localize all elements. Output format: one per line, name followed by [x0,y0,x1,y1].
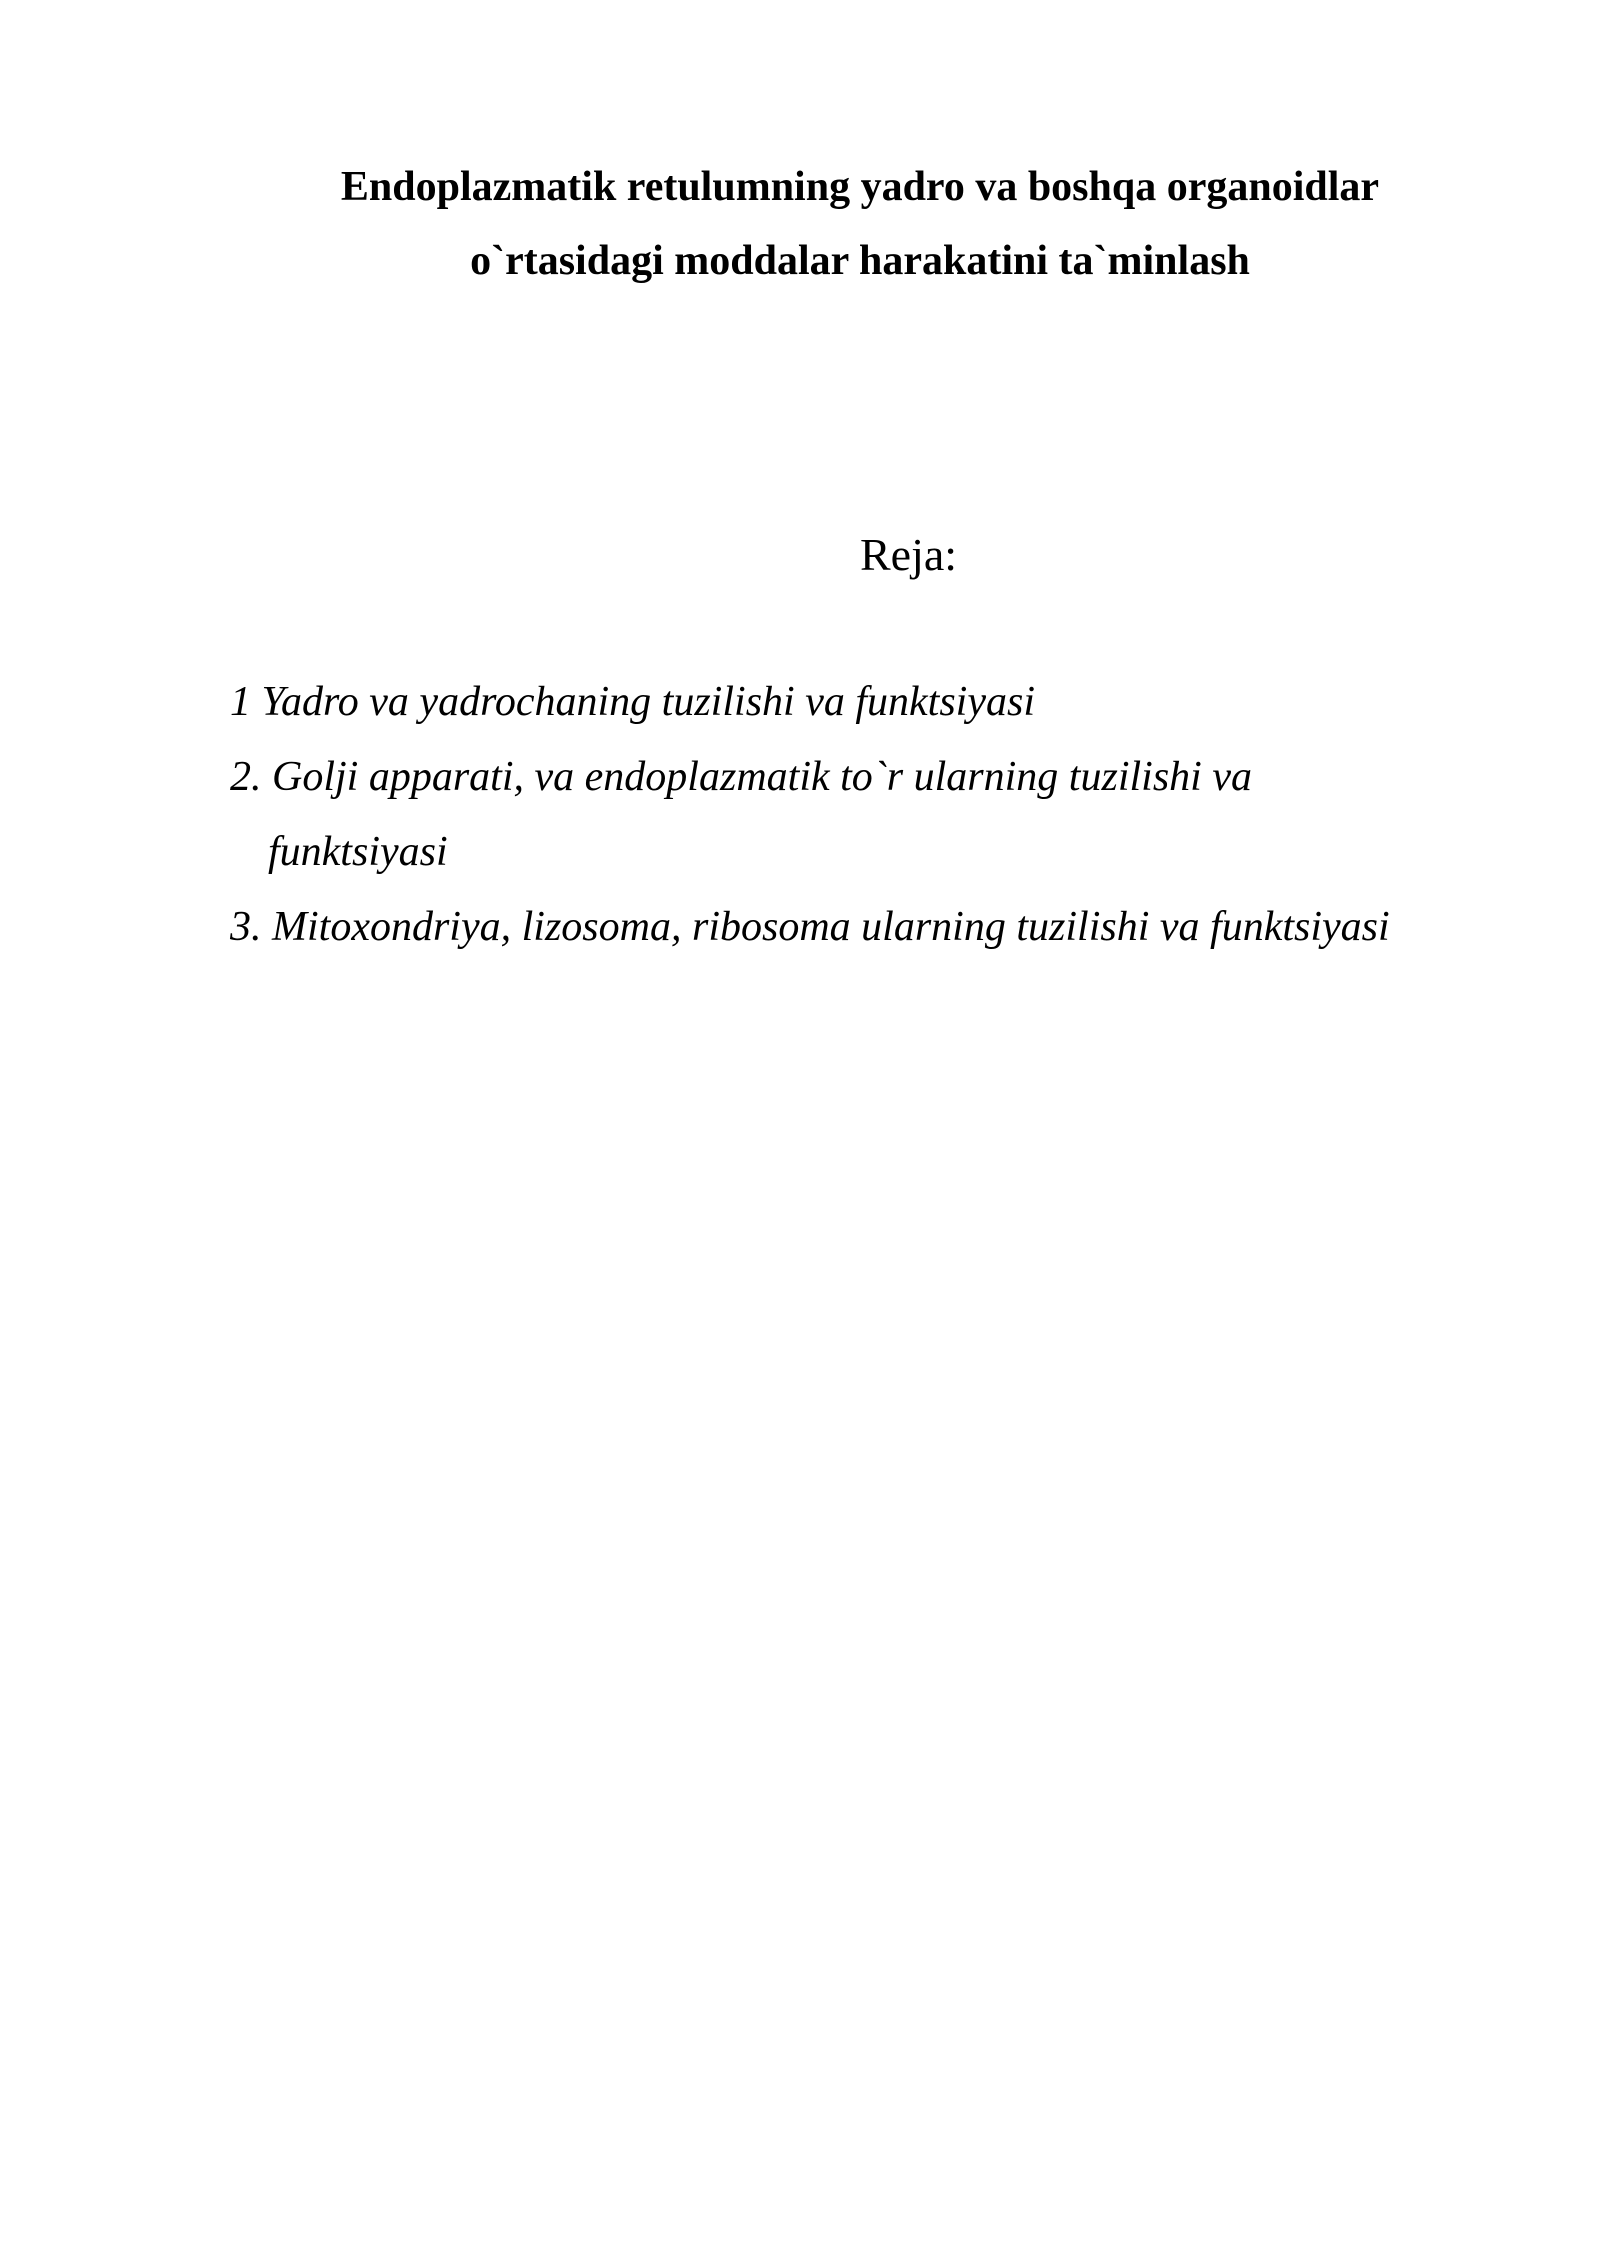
title-line-2: o`rtasidagi moddalar harakatini ta`minlash [470,238,1250,284]
plan-item-2 [230,740,1530,890]
plan-item-1: 1 Yadro va yadrochaning tuzilishi va funktsiyasi [230,679,1035,725]
plan-list [230,665,1530,965]
plan-item-3: 3. Mitoxondriya, lizosoma, ribosoma ularning tuzilishi va funktsiyasi [230,904,1390,950]
title-line-1: Endoplazmatik retulumning yadro va boshqa organoidlar [340,164,1380,210]
document-title [230,150,1490,298]
plan-item-2-text: 2. Golji apparati, va endoplazmatik to`r ularning tuzilishi va [230,754,1252,800]
plan-heading: Reja: [860,529,958,580]
plan-item-2-continuation: funktsiyasi [268,829,448,875]
